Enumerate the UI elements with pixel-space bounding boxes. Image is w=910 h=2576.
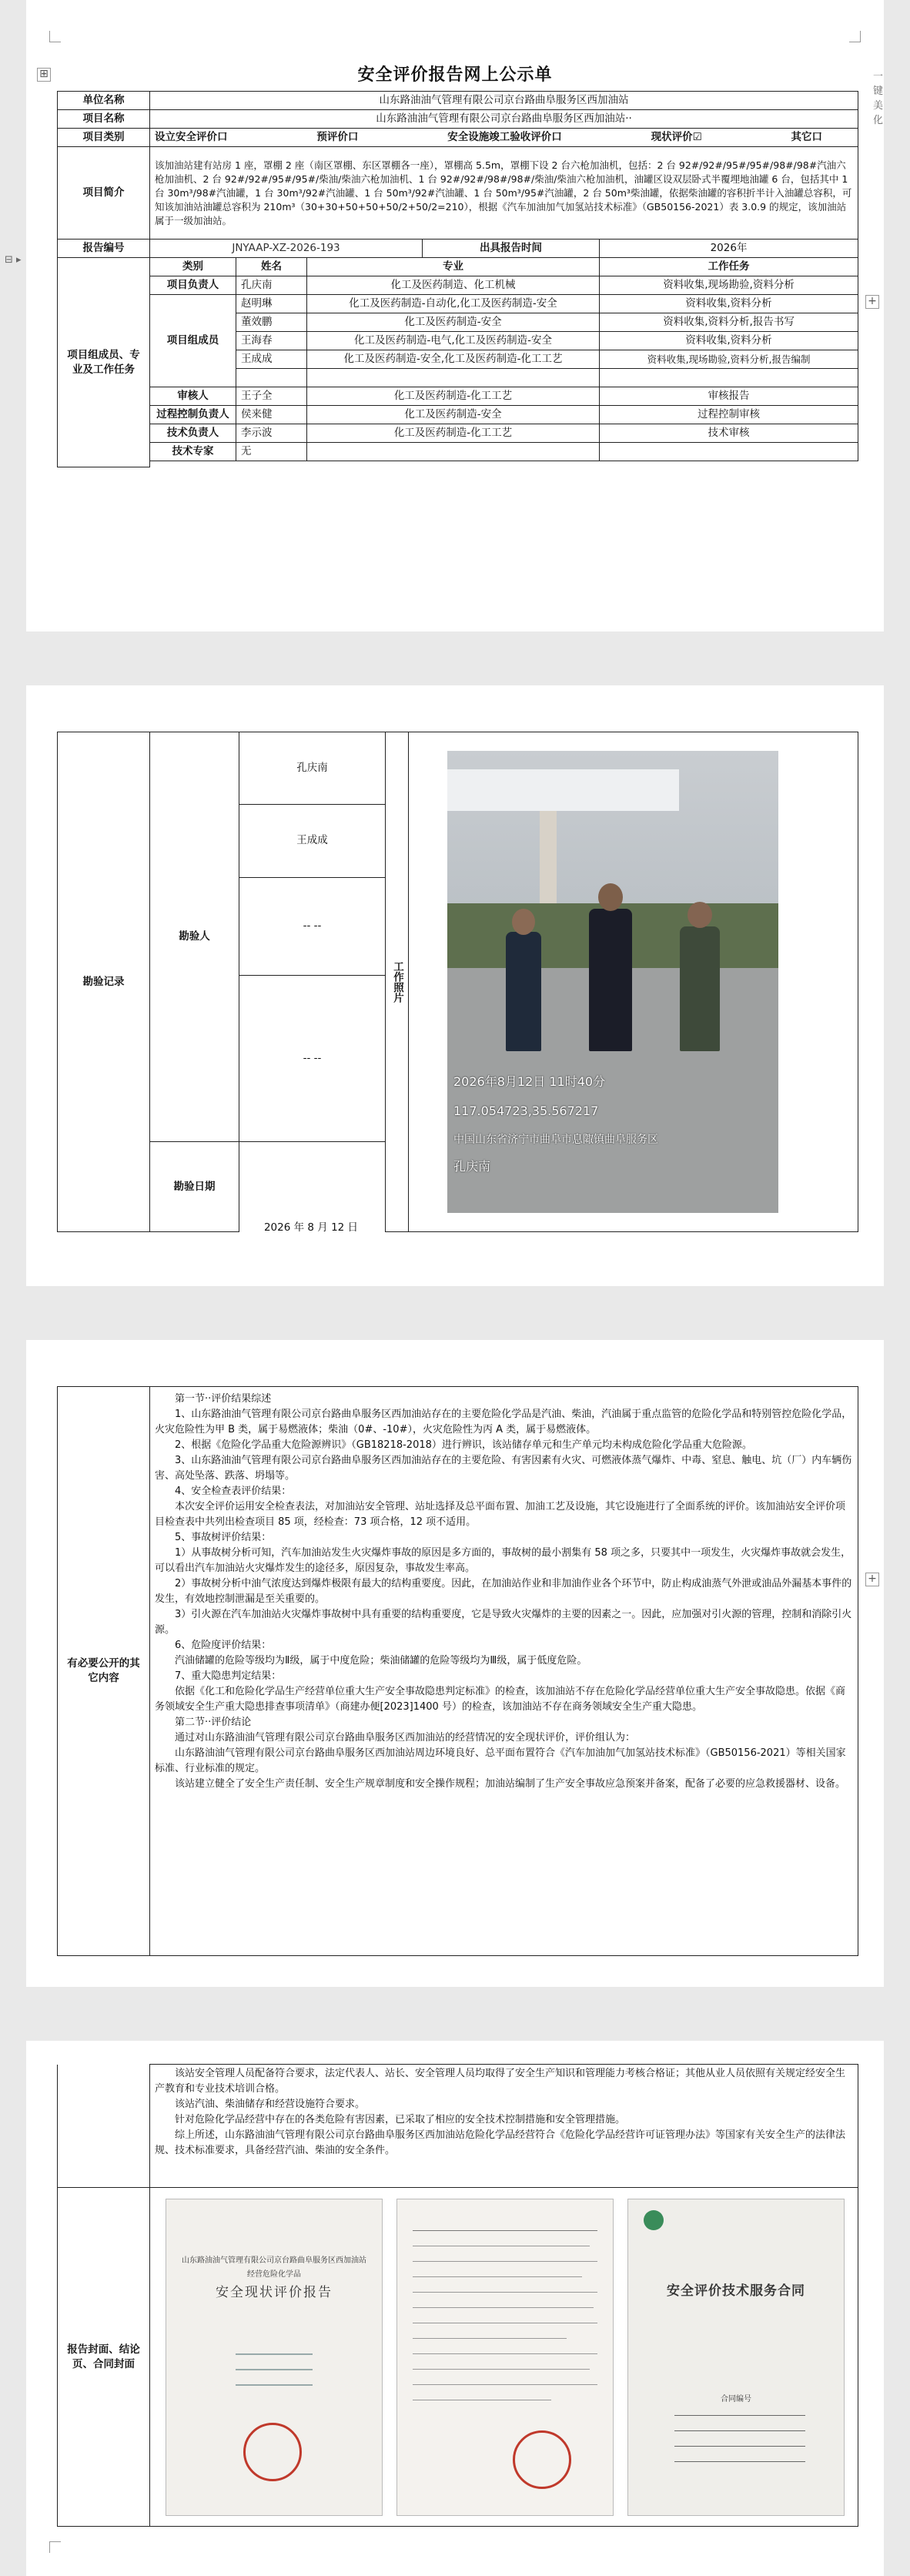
paragraph: 2）事故树分析中油气浓度达到爆炸极限有最大的结构重要度。因此，在加油站作业和非加油作业各个环节中，防止构成油蒸气外泄或油品外漏基本事件的发生，有效地控制泄漏是至关重要的。 bbox=[155, 1578, 852, 1605]
row-major[interactable] bbox=[307, 369, 600, 387]
row-task[interactable]: 过程控制审核 bbox=[600, 406, 858, 424]
unit-label: 单位名称 bbox=[58, 92, 150, 110]
photo-stamp-coords: 117.054723,35.567217 bbox=[453, 1104, 599, 1118]
inspector-name[interactable]: -- -- bbox=[239, 877, 386, 976]
row-major[interactable]: 化工及医药制造-安全,化工及医药制造-化工工艺 bbox=[307, 350, 600, 369]
other-content-table bbox=[57, 1386, 858, 1956]
conclusion-page-image[interactable] bbox=[396, 2199, 614, 2516]
table-row bbox=[58, 424, 858, 443]
row-task[interactable]: 资料收集,资料分析 bbox=[600, 332, 858, 350]
row-major[interactable]: 化工及医药制造-安全 bbox=[307, 406, 600, 424]
seal-stamp bbox=[243, 2423, 302, 2481]
row-task[interactable] bbox=[600, 443, 858, 461]
col-header-task: 工作任务 bbox=[600, 258, 858, 276]
record-label: 勘验记录 bbox=[58, 732, 150, 1232]
project-label: 项目名称 bbox=[58, 110, 150, 129]
cover-label: 报告封面、结论页、合同封面 bbox=[58, 2188, 150, 2527]
cover-title: 安全现状评价报告 bbox=[216, 2285, 333, 2300]
row-category: 项目负责人 bbox=[150, 276, 236, 295]
photo-stamp-person: 孔庆南 bbox=[453, 1159, 491, 1174]
unit-value[interactable]: 山东路油油气管理有限公司京台路曲阜服务区西加油站 bbox=[150, 92, 858, 110]
paragraph: 1）从事故树分析可知，汽车加油站发生火灾爆炸事故的原因是多方面的，事故树的最小割集有 58 项之多，只要其中一项发生，火灾爆炸事故就会发生，可以看出汽车加油站火灾爆炸发生的途径多，原因复杂，事故发生率高。 bbox=[155, 1547, 851, 1574]
report-no-label: 报告编号 bbox=[58, 240, 150, 258]
intro-label: 项目简介 bbox=[58, 147, 150, 240]
work-photo[interactable] bbox=[447, 751, 778, 1213]
row-name[interactable]: 董效鹏 bbox=[236, 313, 307, 332]
paragraph: 1、山东路油油气管理有限公司京台路曲阜服务区西加油站存在的主要危险化学品是汽油、柴油，汽油属于重点监管的危险化学品和特别管控危险化学品，火灾危险性为甲 B 类，属于易燃液体；柴油（0#、-10#），火灾危险性为丙 A 类，属于易燃液体。 bbox=[155, 1409, 852, 1435]
type-option-acceptance[interactable]: 安全设施竣工验收评价口 bbox=[447, 131, 562, 143]
paragraph: 该站建立健全了安全生产责任制、安全生产规章制度和安全操作规程；加油站编制了生产安全事故应急预案并备案，配备了必要的应急救援器材、设备。 bbox=[175, 1778, 846, 1790]
paragraph: 该站汽油、柴油储存和经营设施符合要求。 bbox=[175, 2099, 366, 2110]
paragraph: 针对危险化学品经营中存在的各类危险有害因素，已采取了相应的安全技术控制措施和安全管理措施。 bbox=[175, 2114, 626, 2125]
row-major[interactable] bbox=[307, 443, 600, 461]
add-row-icon[interactable]: + bbox=[865, 295, 879, 309]
conclusion-body[interactable] bbox=[150, 2065, 858, 2188]
inspector-name[interactable]: 王成成 bbox=[239, 805, 386, 877]
add-row-icon[interactable]: + bbox=[865, 1573, 879, 1586]
row-task[interactable]: 资料收集,资料分析 bbox=[600, 295, 858, 313]
table-row bbox=[58, 406, 858, 424]
page-1 bbox=[5, 0, 884, 631]
row-name[interactable]: 李示波 bbox=[236, 424, 307, 443]
group-label: 项目组成员、专业及工作任务 bbox=[58, 258, 150, 467]
photo-cell bbox=[409, 732, 858, 1232]
contract-number-label: 合同编号 bbox=[721, 2395, 751, 2403]
paragraph: 山东路油油气管理有限公司京台路曲阜服务区西加油站周边环境良好、总平面布置符合《汽车加油加气加氢站技术标准》（GB50156-2021）等相关国家标准、行业标准的规定。 bbox=[155, 1747, 846, 1774]
row-major[interactable]: 化工及医药制造-电气,化工及医药制造-安全 bbox=[307, 332, 600, 350]
type-options[interactable] bbox=[150, 129, 858, 147]
type-option-pre[interactable]: 预评价口 bbox=[316, 131, 359, 143]
col-header-category: 类别 bbox=[150, 258, 236, 276]
row-task[interactable]: 资料收集,资料分析,报告书写 bbox=[600, 313, 858, 332]
row-major[interactable]: 化工及医药制造-自动化,化工及医药制造-安全 bbox=[307, 295, 600, 313]
contract-title: 安全评价技术服务合同 bbox=[667, 2283, 805, 2299]
row-category: 技术专家 bbox=[150, 443, 236, 461]
row-name[interactable]: 赵明琳 bbox=[236, 295, 307, 313]
other-content-body[interactable] bbox=[150, 1387, 858, 1956]
table-row bbox=[58, 443, 858, 461]
photo-stamp-time: 2026年8月12日 11时40分 bbox=[453, 1074, 606, 1089]
paragraph: 汽油储罐的危险等级均为Ⅱ级，属于中度危险；柴油储罐的危险等级均为Ⅲ级，属于低度危险。 bbox=[175, 1655, 587, 1667]
type-option-other[interactable]: 其它口 bbox=[791, 131, 823, 143]
cover-images bbox=[150, 2188, 858, 2527]
report-no-value[interactable]: JNYAAP-XZ-2026-193 bbox=[150, 240, 423, 258]
inspector-label: 勘验人 bbox=[150, 732, 239, 1142]
row-name[interactable]: 无 bbox=[236, 443, 307, 461]
paragraph: 依据《化工和危险化学品生产经营单位重大生产安全事故隐患判定标准》的检查，该加油站不存在危险化学品经营单位重大生产安全事故隐患。依据《商务领域安全生产重大隐患排查事项清单》（商建办便[2023]1400 号）的检查，该加油站不存在商务领域安全生产重大隐患。 bbox=[155, 1686, 846, 1713]
paragraph: 3）引火源在汽车加油站火灾爆炸事故树中具有重要的结构重要度，它是导致火灾爆炸的主要的因素之一。因此，应加强对引火源的管理，控制和消除引火源。 bbox=[155, 1609, 852, 1636]
cover-line: 山东路油油气管理有限公司京台路曲阜服务区西加油站 bbox=[182, 2256, 366, 2265]
inspector-name[interactable]: -- -- bbox=[239, 976, 386, 1142]
beautify-button[interactable]: 一键美化 bbox=[873, 71, 884, 126]
corner-mark bbox=[49, 31, 61, 42]
photo-stamp-location: 中国山东省济宁市曲阜市息陬镇曲阜服务区 bbox=[453, 1134, 658, 1146]
type-option-setup[interactable]: 设立安全评价口 bbox=[155, 131, 228, 143]
project-value[interactable]: 山东路油油气管理有限公司京台路曲阜服务区西加油站·· bbox=[150, 110, 858, 129]
row-task[interactable] bbox=[600, 369, 858, 387]
col-header-major: 专业 bbox=[307, 258, 600, 276]
row-task[interactable]: 资料收集,现场勘验,资料分析 bbox=[600, 276, 858, 295]
corner-mark bbox=[49, 2541, 61, 2553]
page-title: 安全评价报告网上公示单 bbox=[357, 65, 553, 85]
row-major[interactable]: 化工及医药制造-化工工艺 bbox=[307, 424, 600, 443]
row-major[interactable]: 化工及医药制造、化工机械 bbox=[307, 276, 600, 295]
paragraph: 本次安全评价运用安全检查表法，对加油站安全管理、站址选择及总平面布置、加油工艺及设施，其它设施进行了全面系统的评价。该加油站安全评价项目检查表中共列出检查项目 85 项，经检查：73 项合格，12 项不适用。 bbox=[155, 1501, 846, 1528]
row-major[interactable]: 化工及医药制造-安全 bbox=[307, 313, 600, 332]
row-name[interactable]: 侯来健 bbox=[236, 406, 307, 424]
page-4 bbox=[26, 2041, 884, 2576]
cover-line: 经营危险化学品 bbox=[247, 2270, 301, 2279]
type-label: 项目类别 bbox=[58, 129, 150, 147]
corner-mark bbox=[849, 31, 861, 42]
paragraph: 第二节··评价结论 bbox=[175, 1717, 252, 1728]
col-header-name: 姓名 bbox=[236, 258, 307, 276]
page-2 bbox=[26, 685, 884, 1286]
table-move-handle[interactable]: ⊞ bbox=[37, 68, 51, 82]
date-label: 勘验日期 bbox=[150, 1142, 239, 1232]
issue-date-label: 出具报告时间 bbox=[423, 240, 600, 258]
row-category: 项目组成员 bbox=[150, 295, 236, 387]
paragraph: 该站安全管理人员配备符合要求，法定代表人、站长、安全管理人员均取得了安全生产知识和管理能力考核合格证；其他从业人员依照有关规定经安全生产教育和专业技术培训合格。 bbox=[155, 2068, 846, 2095]
row-task[interactable]: 资料收集,现场勘验,资料分析,报告编制 bbox=[600, 350, 858, 369]
row-category: 审核人 bbox=[150, 387, 236, 406]
paragraph: 综上所述，山东路油油气管理有限公司京台路曲阜服务区西加油站危险化学品经营符合《危险化学品经营许可证管理办法》等国家有关安全生产的法律法规、技术标准要求，具备经营汽油、柴油的安全条件。 bbox=[155, 2129, 846, 2156]
paragraph: 6、危险度评价结果： bbox=[175, 1640, 272, 1651]
row-name[interactable]: 王海春 bbox=[236, 332, 307, 350]
row-category: 过程控制负责人 bbox=[150, 406, 236, 424]
date-value[interactable]: 2026 年 8 月 12 日 bbox=[263, 1221, 359, 1234]
intro-text[interactable]: 该加油站建有站房 1 座，罩棚 2 座（南区罩棚、东区罩棚各一座），罩棚高 5.5m，罩棚下设 2 台六枪加油机，包括：2 台 92#/92#/95#/95#/98#/98#汽油六枪加油机、2 台 92#/92#/95#/95#/柴油/柴油六枪加油机、1 台 92#/92#/98#/98#/柴油/柴油六枪加油机，油罐区设双层卧式半覆埋地油罐 6 台，包括其中 1 台 30m³/98#汽油罐，1 台 30m³/92#汽油罐、1 台 50m³/92#汽油罐、1 台 50m³/95#汽油罐，2 台 50m³柴油罐，依据柴油罐的容积折半计入油罐总容积，可知该加油站油罐总容积为 210m³（30+30+50+50+50/2+50/2=210），根据《汽车加油加气加氢站技术标准》（GB50156-2021）表 3.0.9 的规定，该加油站属于一级加油站。 bbox=[150, 147, 858, 240]
table-row bbox=[58, 276, 858, 295]
row-task[interactable]: 审核报告 bbox=[600, 387, 858, 406]
seal-stamp bbox=[513, 2430, 571, 2489]
table-row bbox=[58, 387, 858, 406]
type-option-status[interactable]: 现状评价☑ bbox=[651, 131, 702, 143]
photo-label: 工作照片 bbox=[386, 732, 409, 1232]
row-name[interactable] bbox=[236, 369, 307, 387]
contract-cover-image[interactable] bbox=[627, 2199, 845, 2516]
company-logo bbox=[644, 2210, 664, 2230]
paragraph: 2、根据《危险化学品重大危险源辨识》（GB18218-2018）进行辨识，该站储存单元和生产单元均未构成危险化学品重大危险源。 bbox=[175, 1439, 752, 1451]
inspection-table bbox=[57, 732, 858, 1232]
row-major[interactable]: 化工及医药制造-化工工艺 bbox=[307, 387, 600, 406]
row-name[interactable]: 王成成 bbox=[236, 350, 307, 369]
paragraph: 5、事故树评价结果： bbox=[175, 1532, 272, 1543]
issue-date-value[interactable]: 2026年 bbox=[600, 240, 858, 258]
page-3 bbox=[26, 1340, 884, 1987]
cover-table bbox=[57, 2064, 858, 2527]
paragraph: 通过对山东路油油气管理有限公司京台路曲阜服务区西加油站的经营情况的安全现状评价，评价组认为： bbox=[175, 1732, 636, 1744]
paragraph: 第一节··评价结果综述 bbox=[175, 1393, 272, 1405]
side-handle-icon[interactable]: ⊟ ▸ bbox=[5, 254, 22, 266]
info-table bbox=[57, 91, 858, 467]
row-name[interactable]: 孔庆南 bbox=[236, 276, 307, 295]
other-content-label: 有必要公开的其它内容 bbox=[58, 1387, 150, 1956]
inspector-name[interactable]: 孔庆南 bbox=[239, 732, 386, 805]
paragraph: 7、重大隐患判定结果： bbox=[175, 1670, 282, 1682]
row-task[interactable]: 技术审核 bbox=[600, 424, 858, 443]
row-name[interactable]: 王子全 bbox=[236, 387, 307, 406]
paragraph: 3、山东路油油气管理有限公司京台路曲阜服务区西加油站存在的主要危险、有害因素有火灾、可燃液体蒸气爆炸、中毒、窒息、触电、坑（厂）内车辆伤害、高处坠落、跌落、坍塌等。 bbox=[155, 1455, 852, 1482]
table-row bbox=[58, 295, 858, 313]
report-cover-image[interactable] bbox=[166, 2199, 383, 2516]
row-category: 技术负责人 bbox=[150, 424, 236, 443]
paragraph: 4、安全检查表评价结果： bbox=[175, 1486, 292, 1497]
